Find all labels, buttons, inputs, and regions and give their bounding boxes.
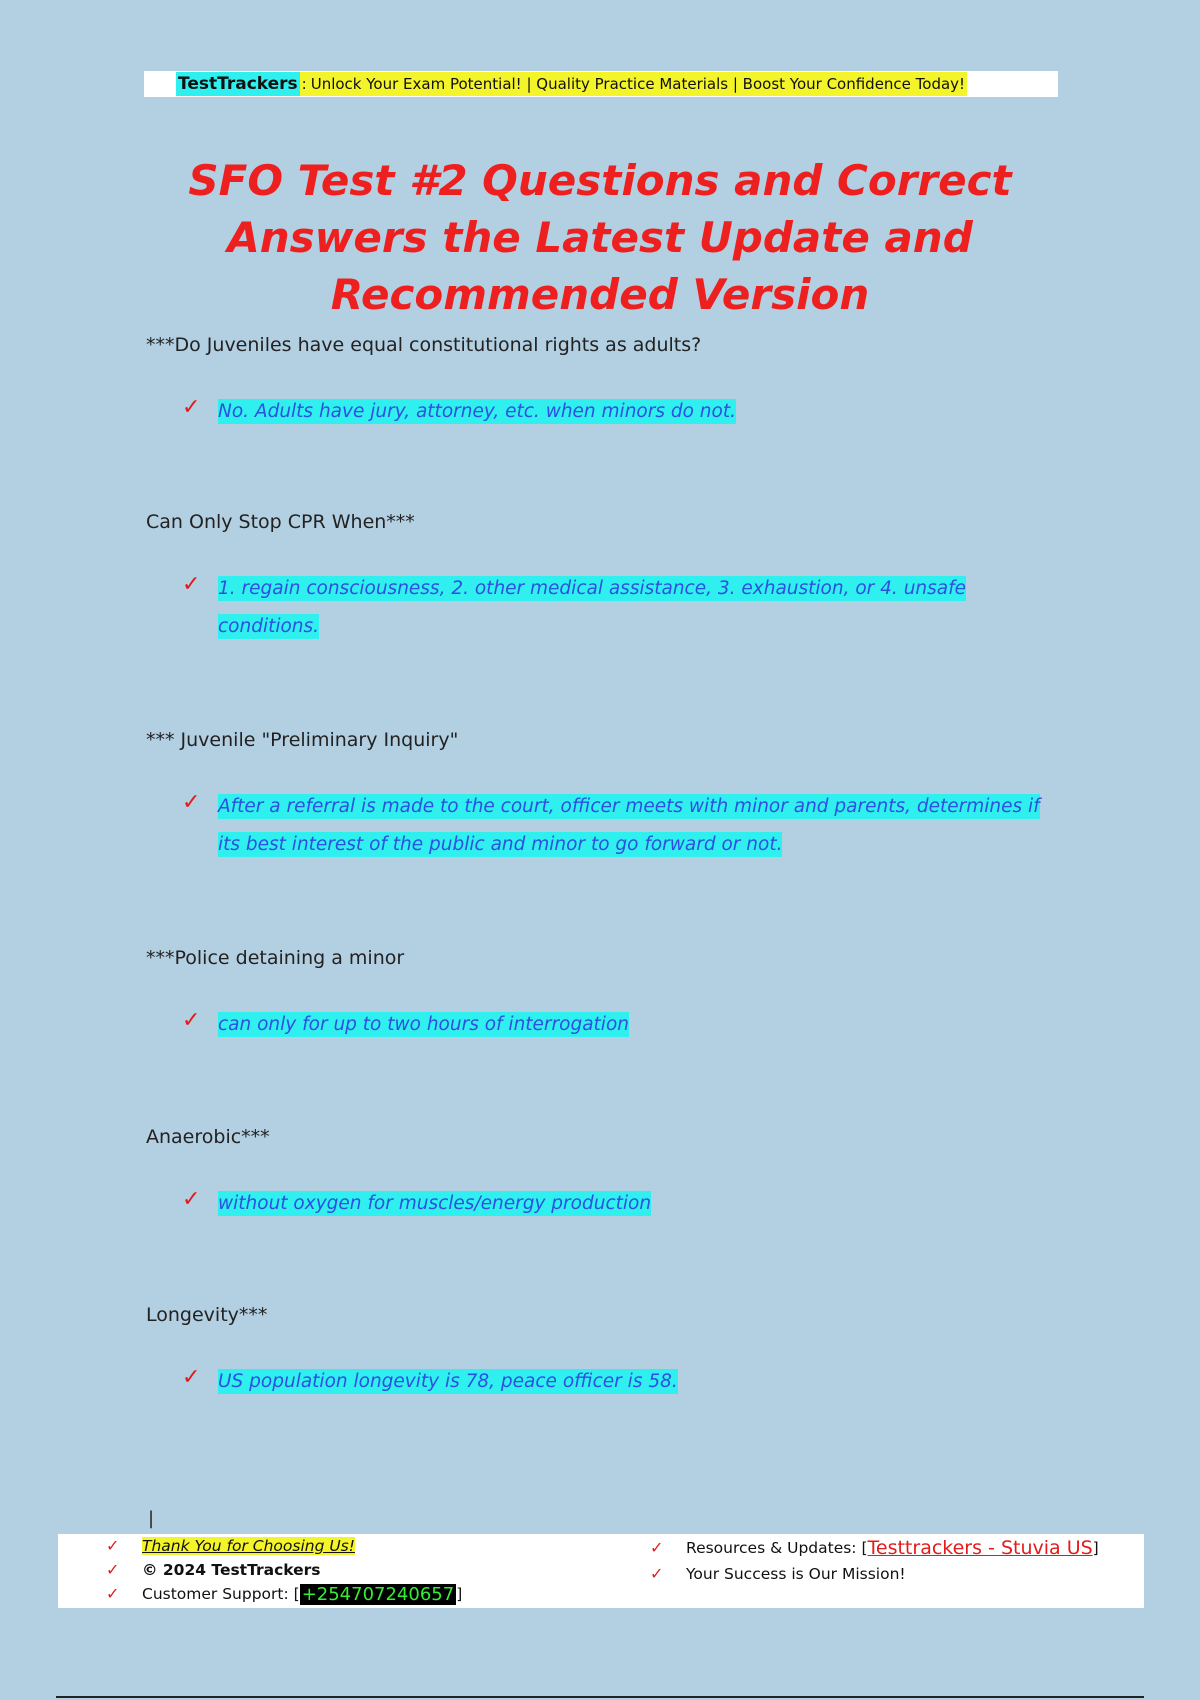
check-mark-icon: ✓ (106, 1584, 120, 1603)
check-mark-icon: ✓ (650, 1564, 664, 1583)
footer (58, 1534, 1144, 1608)
mission-text: Your Success is Our Mission! (686, 1565, 906, 1583)
answer-text: 1. regain consciousness, 2. other medical assistance, 3. exhaustion, or 4. unsafe conditions. (218, 578, 967, 637)
footer-resources (650, 1537, 1099, 1559)
answer (182, 788, 1042, 864)
footer-mission (650, 1563, 906, 1585)
brand-name: TestTrackers (178, 74, 298, 94)
check-mark-icon: ✓ (106, 1560, 120, 1579)
answer-text: without oxygen for muscles/energy production (218, 1193, 652, 1214)
bottom-divider (56, 1696, 1144, 1698)
check-mark-icon: ✓ (182, 572, 201, 597)
question: Longevity*** (146, 1304, 268, 1326)
qa-item (146, 1300, 1046, 1392)
answer-text: US population longevity is 78, peace officer is 58. (218, 1371, 678, 1392)
answer-text: can only for up to two hours of interrogation (218, 1014, 629, 1035)
thank-you-text: Thank You for Choosing Us! (142, 1537, 355, 1555)
answer-text: After a referral is made to the court, officer meets with minor and parents, determines if its best interest of the public and minor to go forward or not. (218, 796, 1040, 855)
check-mark-icon: ✓ (182, 395, 201, 420)
answer (182, 1185, 1042, 1223)
qa-item (146, 507, 1046, 637)
qa-item (146, 725, 1046, 855)
question: Can Only Stop CPR When*** (146, 511, 415, 533)
resources-label: Resources & Updates: [ (686, 1539, 868, 1557)
qa-item (146, 943, 1046, 1035)
resources-link[interactable]: Testtrackers - Stuvia US (867, 1537, 1093, 1559)
question: Anaerobic*** (146, 1126, 270, 1148)
check-mark-icon: ✓ (182, 1187, 201, 1212)
footer-thank-you (106, 1535, 355, 1557)
document-title: SFO Test #2 Questions and Correct Answers the Latest Update and Recommended Version (188, 156, 1012, 319)
support-label: Customer Support: [ (142, 1585, 300, 1603)
question: ***Police detaining a minor (146, 947, 405, 969)
support-close: ] (456, 1585, 463, 1603)
support-phone[interactable]: +254707240657 (301, 1583, 455, 1605)
footer-support (106, 1583, 462, 1605)
check-mark-icon: ✓ (182, 790, 201, 815)
question: ***Do Juveniles have equal constitutional rights as adults? (146, 334, 702, 356)
question: *** Juvenile "Preliminary Inquiry" (146, 729, 459, 751)
answer (182, 1006, 1042, 1044)
check-mark-icon: ✓ (182, 1365, 201, 1390)
answer (182, 1363, 1042, 1401)
header-banner (144, 71, 1058, 97)
check-mark-icon: ✓ (650, 1538, 664, 1557)
check-mark-icon: ✓ (106, 1536, 120, 1555)
header-tagline: Unlock Your Exam Potential! | Quality Practice Materials | Boost Your Confidence Today! (309, 72, 967, 96)
answer-text: No. Adults have jury, attorney, etc. when minors do not. (218, 401, 736, 422)
qa-item (146, 1122, 1046, 1214)
resources-close: ] (1092, 1539, 1099, 1557)
check-mark-icon: ✓ (182, 1008, 201, 1033)
footer-copyright (106, 1559, 321, 1581)
answer (182, 393, 1042, 431)
copyright-text: © 2024 TestTrackers (142, 1561, 321, 1579)
answer (182, 570, 1042, 646)
separator: : (300, 72, 309, 96)
qa-item (146, 330, 1046, 422)
text-cursor: | (148, 1508, 155, 1529)
